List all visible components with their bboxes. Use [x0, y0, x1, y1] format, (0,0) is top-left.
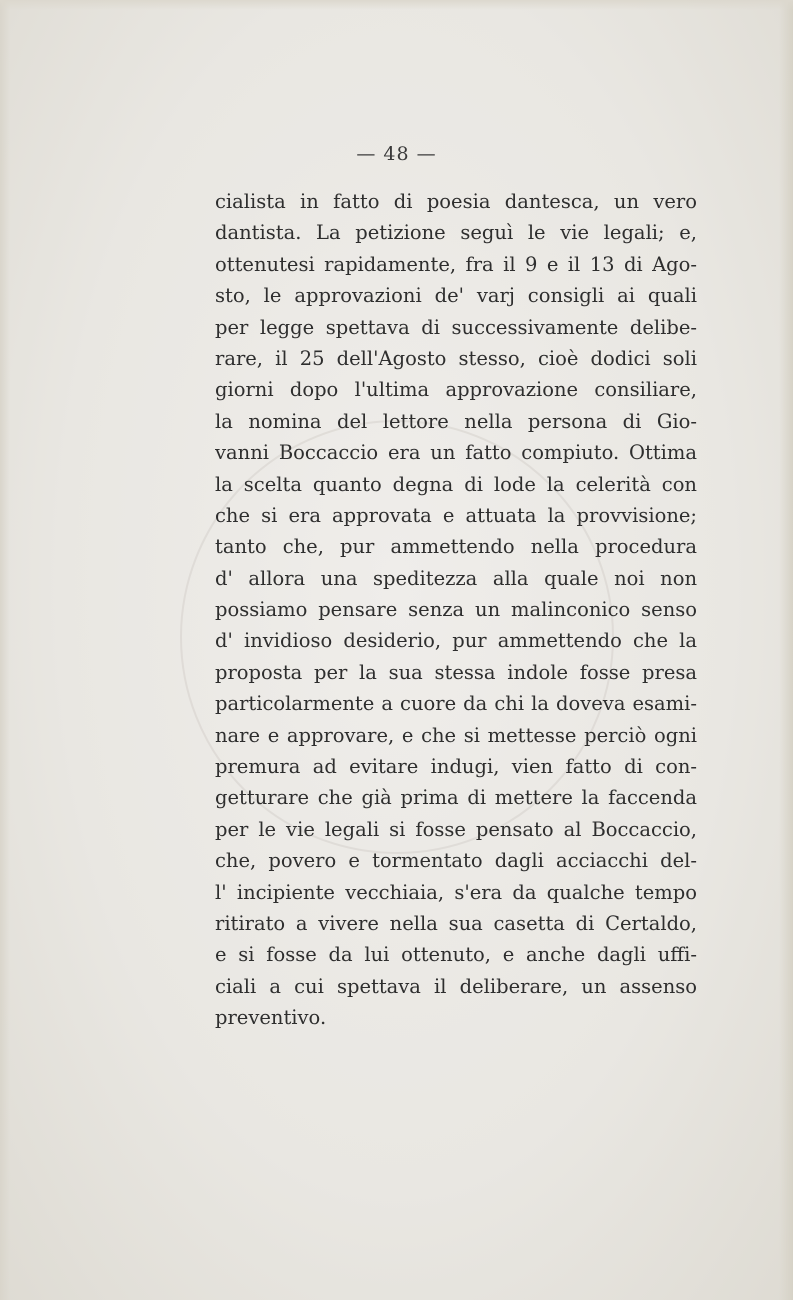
body-text [215, 186, 697, 1034]
text-line: proposta per la sua stessa indole fosse presa [215, 660, 697, 684]
text-line: giorni dopo l'ultima approvazione consiliare, [215, 378, 697, 402]
page-edge-left [0, 0, 10, 1300]
text-line: rare, il 25 dell'Agosto stesso, cioè dodici soli [215, 346, 697, 370]
text-line: particolarmente a cuore da chi la doveva esami- [215, 692, 697, 716]
text-line: che si era approvata e attuata la provvisione; [215, 503, 697, 527]
page-number: — 48 — [356, 143, 437, 165]
text-line: nare e approvare, e che si mettesse perciò ogni [215, 723, 697, 747]
text-line: possiamo pensare senza un malinconico senso [215, 598, 697, 622]
text-line: tanto che, pur ammettendo nella procedura [215, 535, 697, 559]
text-line: cialista in fatto di poesia dantesca, un vero [215, 190, 697, 213]
text-line: dantista. La petizione seguì le vie legali; e, [215, 221, 697, 245]
text-line: ottenutesi rapidamente, fra il 9 e il 13 di Ago- [215, 252, 697, 276]
text-line: getturare che già prima di mettere la faccenda [215, 786, 697, 810]
text-line: e si fosse da lui ottenuto, e anche dagli uffi- [215, 943, 697, 967]
text-line: la nomina del lettore nella persona di Gio- [215, 409, 697, 433]
text-line: vanni Boccaccio era un fatto compiuto. Ottima [215, 441, 697, 465]
text-line: ciali a cui spettava il deliberare, un assenso [215, 974, 697, 998]
text-line: per le vie legali si fosse pensato al Boccaccio, [215, 817, 697, 841]
text-line: preventivo. [215, 1006, 327, 1030]
text-line: la scelta quanto degna di lode la celerità con [215, 472, 697, 496]
text-line: l' incipiente vecchiaia, s'era da qualche tempo [215, 880, 697, 904]
text-line: sto, le approvazioni de' varj consigli ai quali [215, 284, 697, 308]
text-line: che, povero e tormentato dagli acciacchi del- [215, 849, 697, 873]
text-line: premura ad evitare indugi, vien fatto di con- [215, 755, 697, 779]
text-line: d' invidioso desiderio, pur ammettendo che la [215, 629, 697, 653]
text-line: per legge spettava di successivamente delibe- [215, 315, 697, 339]
page-edge-right [779, 0, 793, 1300]
text-line: d' allora una speditezza alla quale noi non [215, 566, 697, 590]
text-line: ritirato a vivere nella sua casetta di Certaldo, [215, 911, 697, 935]
page-edge-top [0, 0, 793, 10]
